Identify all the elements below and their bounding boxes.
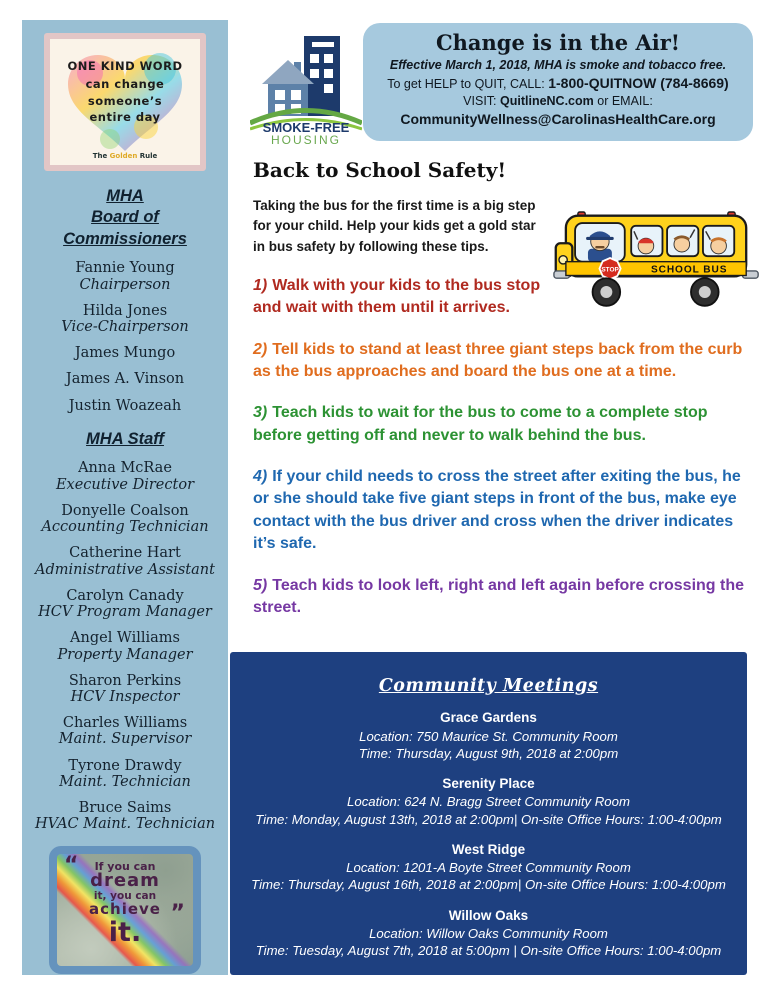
quit-phone-number: 1-800-QUITNOW (784-8669) xyxy=(548,75,729,92)
member-role: Administrative Assistant xyxy=(35,561,215,578)
member-name: Hilda Jones xyxy=(82,302,168,319)
member-role: Property Manager xyxy=(57,646,193,663)
staff-member xyxy=(22,588,228,620)
member-name: Justin Woazeah xyxy=(68,397,182,414)
meeting-entry xyxy=(230,709,747,762)
meeting-entry xyxy=(230,907,747,960)
tip-number: 5) xyxy=(253,576,268,594)
article-heading: Back to School Safety! xyxy=(253,158,507,182)
member-name: Donyelle Coalson xyxy=(61,502,189,519)
member-name: James Mungo xyxy=(74,345,176,362)
tip-number: 2) xyxy=(253,340,268,358)
kind-word-line: can change xyxy=(85,77,165,91)
member-role: Vice-Chairperson xyxy=(61,319,189,336)
close-quote-icon: ” xyxy=(170,900,185,926)
member-name: Anna McRae xyxy=(78,460,172,477)
member-name: Sharon Perkins xyxy=(68,672,182,689)
meeting-location: Location: 624 N. Bragg Street Community Room xyxy=(347,794,630,810)
member-name: Catherine Hart xyxy=(69,545,181,562)
board-member xyxy=(22,303,228,335)
one-kind-word-image xyxy=(44,33,206,171)
member-role: Chairperson xyxy=(79,276,171,293)
banner-quit-line: To get HELP to QUIT, CALL: 1-800-QUITNOW (784-8669) xyxy=(387,75,729,92)
member-name: Tyrone Drawdy xyxy=(68,757,182,774)
kind-word-quote xyxy=(50,59,200,126)
community-meetings-panel xyxy=(230,652,747,975)
banner-title: Change is in the Air! xyxy=(435,30,681,55)
staff-heading: MHA Staff xyxy=(86,429,164,448)
member-name: Fannie Young xyxy=(75,260,175,277)
staff-member xyxy=(22,503,228,535)
meeting-name: Grace Gardens xyxy=(440,710,537,725)
logo-text-line1: SMOKE-FREE xyxy=(262,120,350,135)
member-name: Bruce Saims xyxy=(78,800,172,817)
staff-member xyxy=(22,630,228,662)
banner-effective-line: Effective March 1, 2018, MHA is smoke and tobacco free. xyxy=(389,58,727,73)
staff-member xyxy=(22,715,228,747)
banner-email: CommunityWellness@CarolinasHealthCare.org xyxy=(400,111,716,128)
kind-word-line: entire day xyxy=(89,110,161,125)
school-bus-image xyxy=(553,198,760,318)
board-member xyxy=(22,345,228,361)
staff-member xyxy=(22,460,228,492)
meeting-entry xyxy=(230,775,747,828)
staff-member xyxy=(22,545,228,577)
smoke-free-housing-icon xyxy=(250,28,362,146)
main-article xyxy=(253,158,760,638)
member-role: HVAC Maint. Technician xyxy=(34,816,216,833)
member-role: Accounting Technician xyxy=(41,519,209,536)
meeting-time: Time: Monday, August 13th, 2018 at 2:00pm| On-site Office Hours: 1:00-4:00pm xyxy=(255,811,722,827)
tip-1: 1) Walk with your kids to the bus stop and wait with them until it arrives. xyxy=(253,276,541,317)
open-quote-icon: “ xyxy=(64,852,79,878)
school-bus-label: SCHOOL BUS xyxy=(650,264,728,276)
member-name: Carolyn Canady xyxy=(66,587,184,604)
member-name: Charles Williams xyxy=(62,715,188,732)
dream-quote: “ ” If you can dream it, you can achieve it. xyxy=(64,852,185,948)
staff-member xyxy=(22,673,228,705)
tip-2: 2) Tell kids to stand at least three giant steps back from the curb as the bus approaches and board the bus one at a time. xyxy=(253,340,743,380)
stop-sign-label: STOP xyxy=(601,266,619,274)
kind-word-line: ONE KIND WORD xyxy=(67,59,183,73)
smoke-free-banner xyxy=(363,23,753,141)
board-member xyxy=(22,398,228,414)
tip-4: 4) If your child needs to cross the street after exiting the bus, he or she should take five giant steps in front of the bus, make eye contact with the bus driver and cross when the driver indicates it’s safe. xyxy=(253,468,741,553)
member-role: Maint. Supervisor xyxy=(58,731,192,748)
smoke-free-housing-logo xyxy=(250,28,362,146)
meeting-time: Time: Thursday, August 9th, 2018 at 2:00pm xyxy=(358,745,619,761)
member-role: Maint. Technician xyxy=(59,773,191,790)
meeting-location: Location: 750 Maurice St. Community Room xyxy=(359,728,618,744)
dream-rainbow-image xyxy=(49,846,201,974)
member-name: James A. Vinson xyxy=(65,371,185,388)
staff-member xyxy=(22,758,228,790)
tip-number: 3) xyxy=(253,404,268,422)
meeting-name: Willow Oaks xyxy=(448,907,529,923)
tip-number: 4) xyxy=(253,468,268,486)
meeting-name: Serenity Place xyxy=(442,775,535,791)
left-sidebar xyxy=(22,20,228,975)
member-role: Executive Director xyxy=(55,476,195,493)
logo-text-line2: HOUSING xyxy=(270,133,342,146)
banner-visit-line: VISIT: QuitlineNC.com or EMAIL: xyxy=(463,94,653,109)
meeting-entry xyxy=(230,841,747,894)
meeting-time: Time: Tuesday, August 7th, 2018 at 5:00pm | On-site Office Hours: 1:00-4:00pm xyxy=(255,943,722,959)
tip-number: 1) xyxy=(253,276,268,294)
member-name: Angel Williams xyxy=(70,630,180,647)
intro-paragraph: Taking the bus for the first time is a big step for your child. Help your kids get a gold star in bus safety by following these tips. xyxy=(253,198,536,254)
board-member xyxy=(22,371,228,387)
board-heading: MHA Board of Commissioners xyxy=(63,187,187,248)
tip-5: 5) Teach kids to look left, right and left again before crossing the street. xyxy=(253,576,745,617)
member-role: HCV Program Manager xyxy=(38,604,212,621)
kind-word-line: someone’s xyxy=(87,93,163,108)
school-bus-icon xyxy=(553,198,760,318)
board-member xyxy=(22,260,228,292)
meeting-location: Location: Willow Oaks Community Room xyxy=(369,926,608,942)
quitline-url: QuitlineNC.com xyxy=(500,94,594,109)
staff-member xyxy=(22,800,228,832)
meeting-location: Location: 1201-A Boyte Street Community Room xyxy=(346,860,631,876)
tip-3: 3) Teach kids to wait for the bus to come to a complete stop before getting off and never to walk behind the bus. xyxy=(253,404,708,444)
golden-rule-caption: The Golden Rule xyxy=(92,152,158,160)
meetings-title: Community Meetings xyxy=(378,676,599,696)
meeting-name: West Ridge xyxy=(451,841,526,857)
member-role: HCV Inspector xyxy=(70,688,180,705)
meeting-time: Time: Thursday, August 16th, 2018 at 2:00pm| On-site Office Hours: 1:00-4:00pm xyxy=(251,877,726,893)
